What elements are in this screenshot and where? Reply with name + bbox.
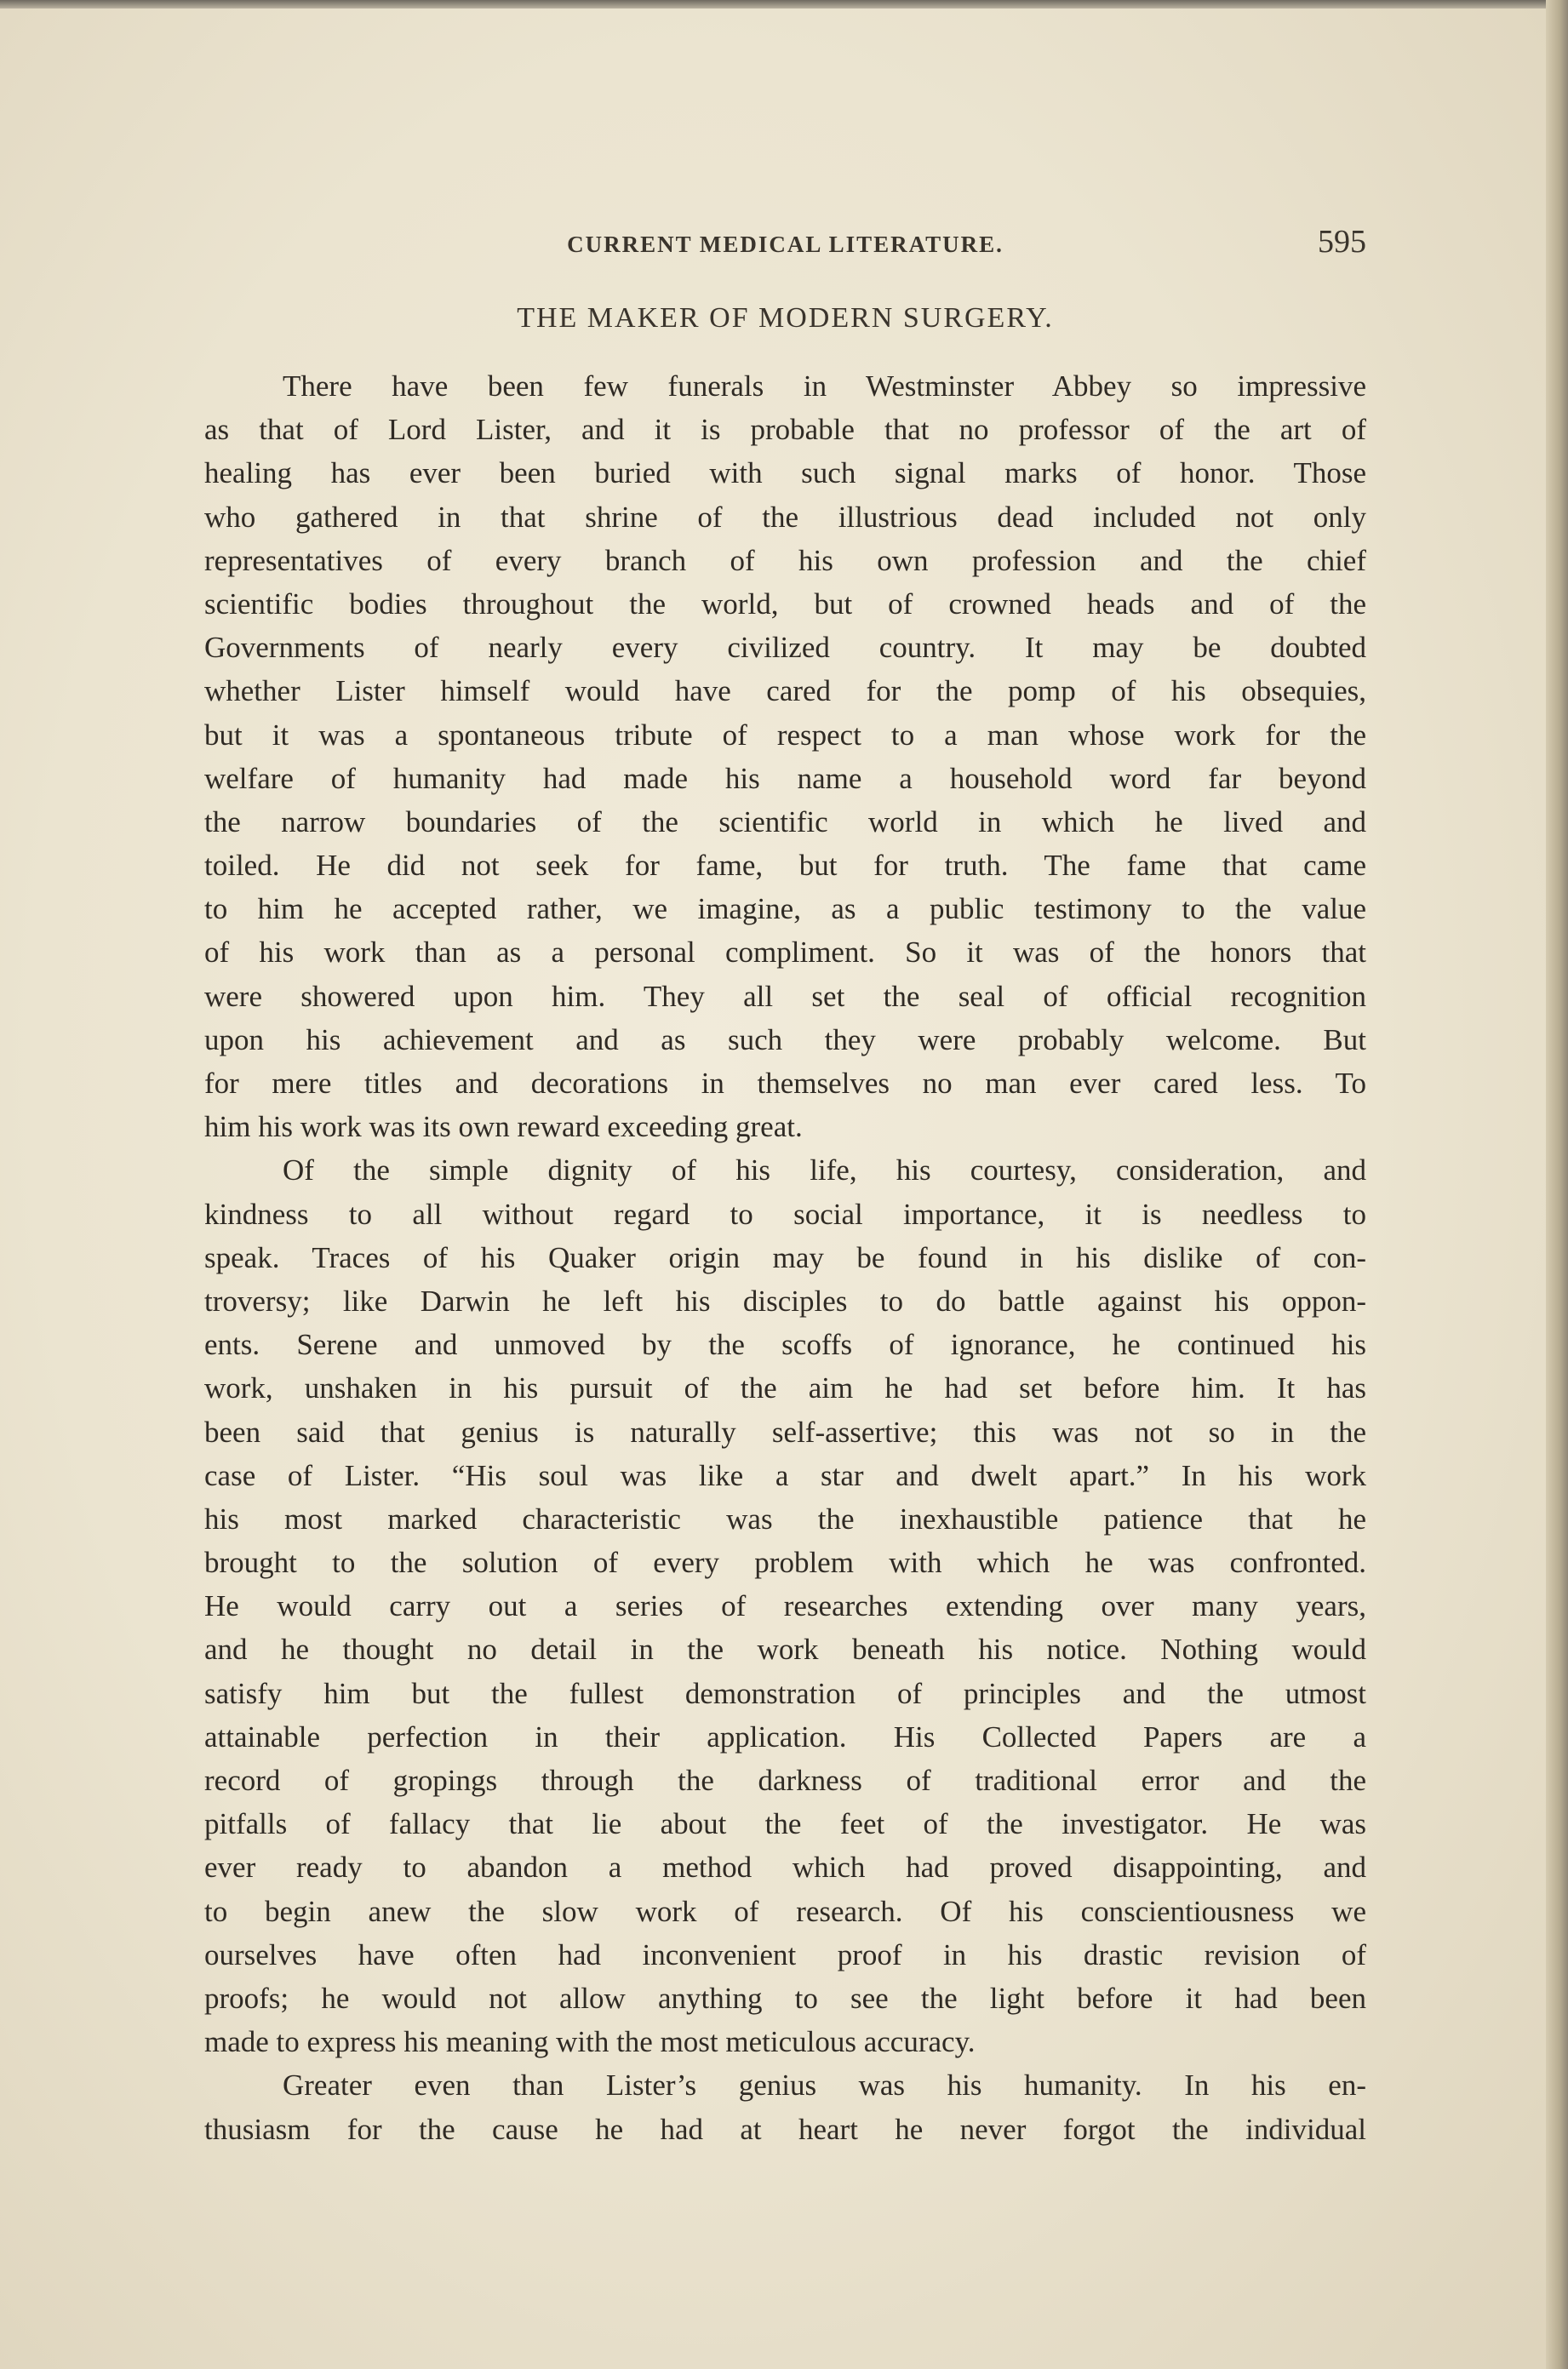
text-line: speak. Traces of his Quaker origin may be found in his dislike of con- <box>204 1240 1366 1274</box>
text-line: attainable perfection in their application. His Collected Papers are a <box>204 1720 1366 1754</box>
text-line: representatives of every branch of his own profession and the chief <box>204 543 1366 577</box>
text-line: kindness to all without regard to social importance, it is needless to <box>204 1197 1366 1231</box>
text-line: who gathered in that shrine of the illustrious dead included not only <box>204 500 1366 534</box>
text-line: his most marked characteristic was the inexhaustible patience that he <box>204 1502 1366 1536</box>
text-line: welfare of humanity had made his name a household word far beyond <box>204 761 1366 795</box>
text-line: pitfalls of fallacy that lie about the feet of the investigator. He was <box>204 1807 1366 1841</box>
text-line: been said that genius is naturally self-assertive; this was not so in the <box>204 1415 1366 1449</box>
text-line: upon his achievement and as such they were probably welcome. But <box>204 1022 1366 1056</box>
text-line: but it was a spontaneous tribute of respect to a man whose work for the <box>204 718 1366 752</box>
text-line: of his work than as a personal compliment. So it was of the honors that <box>204 936 1366 970</box>
text-line: satisfy him but the fullest demonstration of principles and the utmost <box>204 1676 1366 1710</box>
text-line: work, unshaken in his pursuit of the aim he had set before him. It has <box>204 1371 1366 1405</box>
text-line: Governments of nearly every civilized country. It may be doubted <box>204 631 1366 665</box>
text-line: to begin anew the slow work of research. Of his conscientiousness we <box>204 1894 1366 1928</box>
running-head-title: CURRENT MEDICAL LITERATURE. <box>567 232 1004 257</box>
text-line: ever ready to abandon a method which had proved disappointing, and <box>204 1851 1366 1885</box>
text-line: whether Lister himself would have cared for the pomp of his obsequies, <box>204 674 1366 708</box>
text-line: him his work was its own reward exceeding great. <box>204 1110 803 1144</box>
text-line: proofs; he would not allow anything to see the light before it had been <box>204 1981 1366 2015</box>
text-line: record of gropings through the darkness of traditional error and the <box>204 1764 1366 1797</box>
page-top-edge <box>0 0 1568 9</box>
text-line: and he thought no detail in the work beneath his notice. Nothing would <box>204 1633 1366 1667</box>
text-line: scientific bodies throughout the world, but of crowned heads and of the <box>204 587 1366 621</box>
text-line: Greater even than Lister’s genius was his humanity. In his en- <box>283 2069 1366 2103</box>
article-title: THE MAKER OF MODERN SURGERY. <box>517 302 1054 334</box>
text-line: thusiasm for the cause he had at heart he never forgot the individual <box>204 2112 1366 2146</box>
text-line: brought to the solution of every problem with which he was confronted. <box>204 1546 1366 1580</box>
text-line: healing has ever been buried with such signal marks of honor. Those <box>204 456 1366 490</box>
page-number: 595 <box>1318 224 1366 260</box>
running-head <box>204 223 1366 274</box>
text-line: He would carry out a series of researches extending over many years, <box>204 1589 1366 1623</box>
page-binding-edge <box>1546 0 1568 2369</box>
text-line: toiled. He did not seek for fame, but for truth. The fame that came <box>204 849 1366 883</box>
text-line: were showered upon him. They all set the seal of official recognition <box>204 979 1366 1013</box>
text-line: the narrow boundaries of the scientific world in which he lived and <box>204 804 1366 838</box>
text-line: ents. Serene and unmoved by the scoffs of ignorance, he continued his <box>204 1328 1366 1362</box>
text-line: made to express his meaning with the most meticulous accuracy. <box>204 2025 976 2059</box>
text-line: Of the simple dignity of his life, his courtesy, consideration, and <box>283 1153 1366 1187</box>
text-line: for mere titles and decorations in themselves no man ever cared less. To <box>204 1067 1366 1100</box>
text-line: ourselves have often had inconvenient proof in his drastic revision of <box>204 1937 1366 1971</box>
text-line: as that of Lord Lister, and it is probable that no professor of the art of <box>204 413 1366 447</box>
text-line: troversy; like Darwin he left his disciples to do battle against his oppon- <box>204 1284 1366 1318</box>
article-body <box>204 364 1366 2151</box>
text-line: case of Lister. “His soul was like a star and dwelt apart.” In his work <box>204 1458 1366 1492</box>
text-line: to him he accepted rather, we imagine, as a public testimony to the value <box>204 892 1366 926</box>
text-line: There have been few funerals in Westminster Abbey so impressive <box>283 369 1366 403</box>
